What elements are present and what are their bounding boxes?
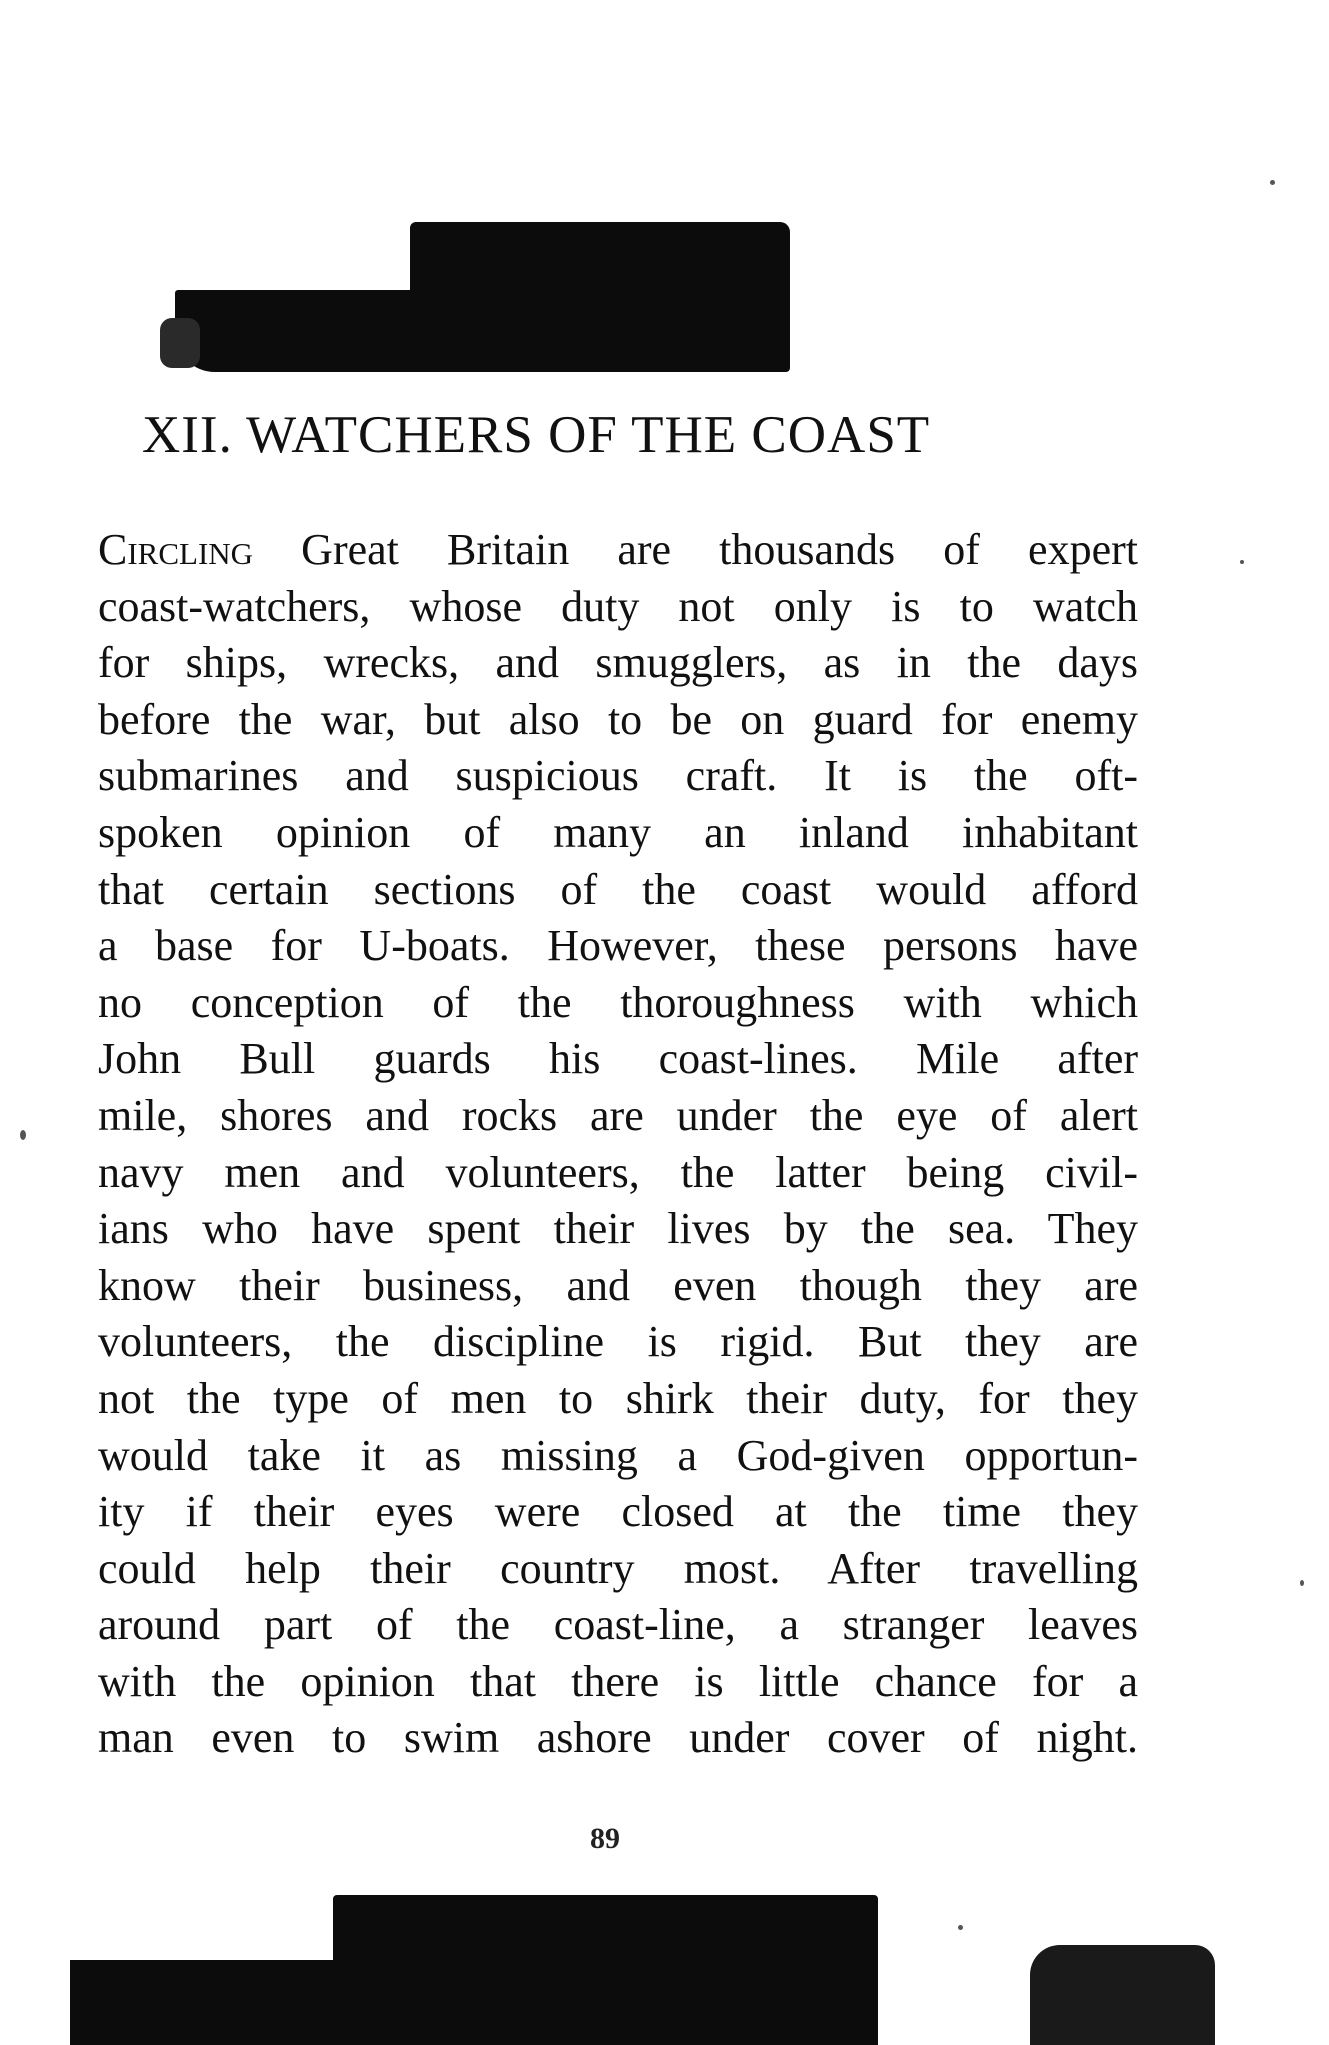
paragraph-line: for ships, wrecks, and smugglers, as in the days — [98, 638, 1138, 688]
scan-artifact-bottom-right — [1030, 1945, 1215, 2045]
paragraph-line: no conception of the thoroughness with which — [98, 977, 1138, 1027]
scan-speckle — [958, 1925, 963, 1930]
chapter-heading: XII. WATCHERS OF THE COAST — [142, 406, 931, 464]
paragraph-line: man even to swim ashore under cover of night. — [98, 1713, 1138, 1763]
scan-speckle — [1270, 180, 1275, 185]
paragraph-line: a base for U-boats. However, these persons have — [98, 921, 1138, 971]
paragraph-line: mile, shores and rocks are under the eye of alert — [98, 1090, 1138, 1140]
paragraph-line: volunteers, the discipline is rigid. But they are — [98, 1317, 1138, 1367]
scan-speckle — [1240, 560, 1244, 564]
scan-artifact-top — [410, 222, 790, 372]
paragraph-line: submarines and suspicious craft. It is the oft- — [98, 751, 1138, 801]
scan-artifact-bottom — [333, 1895, 878, 2045]
paragraph-line: that certain sections of the coast would afford — [98, 864, 1138, 914]
paragraph-lead-word: Circling — [98, 525, 254, 574]
paragraph-line: before the war, but also to be on guard for enemy — [98, 694, 1138, 744]
paragraph-line: could help their country most. After travelling — [98, 1543, 1138, 1593]
chapter-paragraph — [98, 522, 1138, 1767]
paragraph-line: around part of the coast-line, a stranger leaves — [98, 1600, 1138, 1650]
scan-speckle — [1300, 1580, 1304, 1586]
paragraph-line: know their business, and even though they are — [98, 1260, 1138, 1310]
paragraph-line — [98, 522, 1138, 579]
paragraph-line: coast-watchers, whose duty not only is to watch — [98, 581, 1138, 631]
paragraph-line: navy men and volunteers, the latter being civil- — [98, 1147, 1138, 1197]
paragraph-line: spoken opinion of many an inland inhabitant — [98, 807, 1138, 857]
scan-artifact-bottom-left — [70, 1960, 350, 2045]
paragraph-line: not the type of men to shirk their duty, for they — [98, 1373, 1138, 1423]
paragraph-line-text: Great Britain are thousands of expert — [253, 525, 1138, 574]
paragraph-line: ians who have spent their lives by the sea. They — [98, 1204, 1138, 1254]
paragraph-line: ity if their eyes were closed at the time they — [98, 1487, 1138, 1537]
scan-artifact-top-edge — [160, 318, 200, 368]
scan-speckle — [20, 1130, 26, 1140]
page-number: 89 — [590, 1822, 620, 1855]
paragraph-line: would take it as missing a God-given opportun- — [98, 1430, 1138, 1480]
paragraph-line: with the opinion that there is little chance for a — [98, 1656, 1138, 1706]
paragraph-line: John Bull guards his coast-lines. Mile after — [98, 1034, 1138, 1084]
